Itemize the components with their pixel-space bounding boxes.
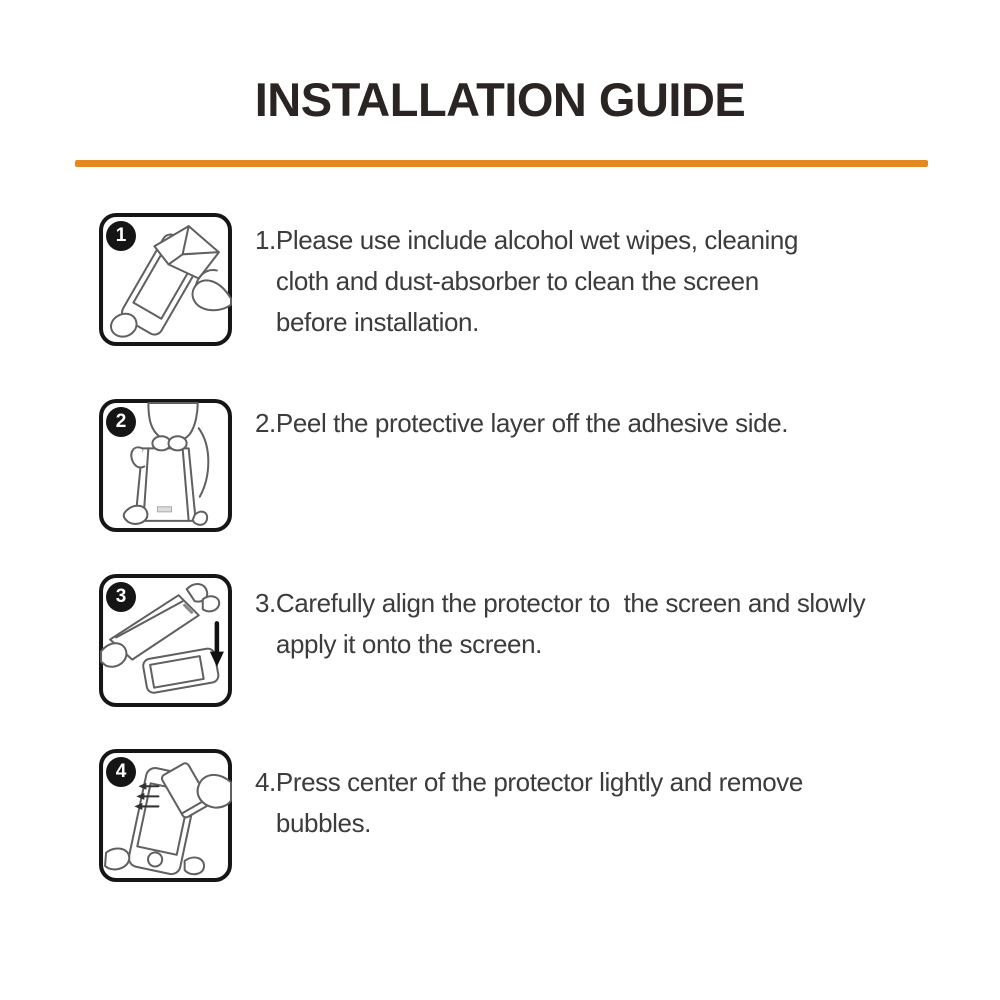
step-3-illustration <box>98 573 233 708</box>
step-1-line: before installation. <box>275 307 479 337</box>
step-4-number-badge: 4 <box>106 757 136 787</box>
step-1-row <box>98 212 798 347</box>
step-2-number-badge: 2 <box>106 407 136 437</box>
step-4-line: Press center of the protector lightly and remove <box>275 767 803 797</box>
step-2-text <box>255 398 788 444</box>
page-title: INSTALLATION GUIDE <box>254 73 746 126</box>
step-1-line: Please use include alcohol wet wipes, cleaning <box>275 225 799 255</box>
step-3-text <box>255 573 865 665</box>
accent-divider <box>75 160 928 167</box>
step-4-line: bubbles. <box>275 808 371 838</box>
step-2-line: Peel the protective layer off the adhesive side. <box>275 408 789 438</box>
step-1-text <box>255 212 798 343</box>
step-3-number-badge: 3 <box>106 582 136 612</box>
step-2-marker: 2. <box>255 408 276 438</box>
step-3-line: Carefully align the protector to the screen and slowly <box>275 588 866 618</box>
step-1-marker: 1. <box>255 225 276 255</box>
step-3-marker: 3. <box>255 588 276 618</box>
step-3-row <box>98 573 865 708</box>
step-2-illustration <box>98 398 233 533</box>
step-4-marker: 4. <box>255 767 276 797</box>
step-4-text <box>255 748 803 844</box>
step-1-number-badge: 1 <box>106 221 136 251</box>
step-4-row <box>98 748 803 883</box>
step-3-line: apply it onto the screen. <box>275 629 542 659</box>
step-4-illustration <box>98 748 233 883</box>
step-2-row <box>98 398 788 533</box>
step-1-illustration <box>98 212 233 347</box>
step-1-line: cloth and dust-absorber to clean the screen <box>275 266 759 296</box>
